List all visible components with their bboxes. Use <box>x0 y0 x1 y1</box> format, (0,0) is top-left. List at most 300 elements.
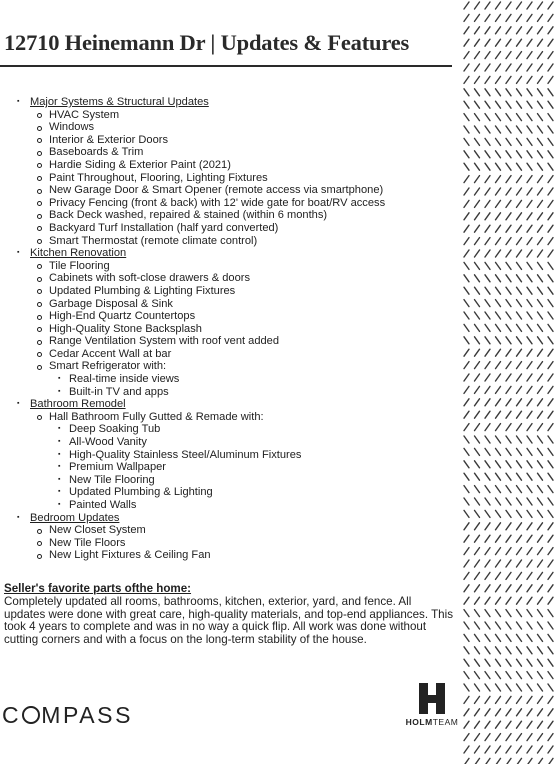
stripe-mark <box>538 287 543 294</box>
stripe-mark <box>527 560 532 567</box>
feature-text: Interior & Exterior Doors <box>49 133 168 146</box>
stripe-mark <box>506 250 511 257</box>
stripe-mark <box>548 734 553 741</box>
stripe-mark <box>464 399 469 406</box>
stripe-mark <box>548 324 553 331</box>
stripe-mark <box>496 101 501 108</box>
stripe-mark <box>548 597 553 604</box>
stripe-mark <box>506 151 511 158</box>
stripe-mark <box>506 14 511 21</box>
stripe-mark <box>464 424 469 431</box>
stripe-mark <box>517 734 522 741</box>
stripe-mark <box>485 101 490 108</box>
stripe-mark <box>527 709 532 716</box>
stripe-mark <box>485 572 490 579</box>
feature-text: Privacy Fencing (front & back) with 12' wide gate for boat/RV access <box>49 196 386 209</box>
feature-text: Updated Plumbing & Lighting Fixtures <box>49 284 236 297</box>
stripe-mark <box>517 188 522 195</box>
stripe-mark <box>517 572 522 579</box>
stripe-mark <box>548 300 553 307</box>
stripe-mark <box>485 163 490 170</box>
stripe-mark <box>548 486 553 493</box>
stripe-mark <box>527 386 532 393</box>
stripe-mark <box>527 89 532 96</box>
stripe-mark <box>527 76 532 83</box>
stripe-mark <box>475 411 480 418</box>
feature-text: Hall Bathroom Fully Gutted & Remade with: <box>49 410 264 423</box>
stripe-mark <box>464 349 469 356</box>
stripe-mark <box>506 386 511 393</box>
stripe-mark <box>475 27 480 34</box>
stripe-mark <box>464 572 469 579</box>
stripe-mark <box>527 535 532 542</box>
feature-text: New Garage Door & Smart Opener (remote access via smartphone) <box>49 184 384 197</box>
stripe-mark <box>496 734 501 741</box>
stripe-mark <box>475 721 480 728</box>
stripe-mark <box>517 424 522 431</box>
stripe-mark <box>527 324 532 331</box>
stripe-mark <box>485 535 490 542</box>
stripe-mark <box>496 548 501 555</box>
stripe-mark <box>475 225 480 232</box>
stripe-mark <box>464 213 469 220</box>
page-title: 12710 Heinemann Dr | Updates & Features <box>4 30 410 55</box>
stripe-mark <box>475 696 480 703</box>
stripe-mark <box>548 572 553 579</box>
stripe-mark <box>506 262 511 269</box>
stripe-mark <box>475 424 480 431</box>
stripe-mark <box>517 101 522 108</box>
stripe-mark <box>475 634 480 641</box>
stripe-mark <box>475 188 480 195</box>
feature-item <box>32 360 452 398</box>
stripe-mark <box>475 349 480 356</box>
stripe-mark <box>464 39 469 46</box>
stripe-mark <box>464 362 469 369</box>
stripe-mark <box>464 225 469 232</box>
stripe-mark <box>517 2 522 9</box>
stripe-mark <box>485 659 490 666</box>
stripe-mark <box>506 634 511 641</box>
stripe-mark <box>496 610 501 617</box>
stripe-mark <box>464 498 469 505</box>
stripe-mark <box>527 510 532 517</box>
stripe-mark <box>548 374 553 381</box>
stripe-mark <box>485 52 490 59</box>
stripe-mark <box>517 14 522 21</box>
stripe-mark <box>496 523 501 530</box>
stripe-mark <box>517 337 522 344</box>
stripe-mark <box>475 746 480 753</box>
sub-feature-item: ▪ Premium Wallpaper <box>54 461 452 474</box>
stripe-mark <box>485 560 490 567</box>
feature-text: Range Ventilation System with roof vent added <box>49 335 280 348</box>
stripe-mark <box>538 473 543 480</box>
stripe-mark <box>538 523 543 530</box>
stripe-mark <box>496 163 501 170</box>
stripe-mark <box>496 188 501 195</box>
stripe-mark <box>527 659 532 666</box>
feature-item <box>32 310 452 323</box>
stripe-mark <box>517 52 522 59</box>
stripe-mark <box>527 151 532 158</box>
stripe-mark <box>475 163 480 170</box>
stripe-mark <box>538 486 543 493</box>
stripe-mark <box>527 312 532 319</box>
stripe-mark <box>517 238 522 245</box>
stripe-mark <box>475 610 480 617</box>
stripe-mark <box>538 610 543 617</box>
stripe-mark <box>517 126 522 133</box>
sub-feature-item: ▪ Built-in TV and apps <box>54 386 452 399</box>
stripe-mark <box>506 696 511 703</box>
stripe-mark <box>475 52 480 59</box>
stripe-mark <box>538 510 543 517</box>
stripe-mark <box>475 312 480 319</box>
stripe-mark <box>527 572 532 579</box>
stripe-mark <box>475 386 480 393</box>
stripe-mark <box>517 349 522 356</box>
stripe-mark <box>548 188 553 195</box>
stripe-mark <box>517 758 522 764</box>
stripe-mark <box>517 163 522 170</box>
stripe-mark <box>538 101 543 108</box>
stripe-mark <box>485 709 490 716</box>
stripe-mark <box>548 362 553 369</box>
stripe-mark <box>464 411 469 418</box>
stripe-mark <box>527 2 532 9</box>
stripe-mark <box>475 176 480 183</box>
feature-text: Baseboards & Trim <box>49 146 144 159</box>
stripe-mark <box>538 300 543 307</box>
stripe-mark <box>538 597 543 604</box>
stripe-mark <box>506 684 511 691</box>
stripe-mark <box>496 684 501 691</box>
stripe-mark <box>517 746 522 753</box>
stripe-mark <box>517 647 522 654</box>
stripe-mark <box>538 659 543 666</box>
stripe-mark <box>496 324 501 331</box>
stripe-mark <box>517 585 522 592</box>
stripe-mark <box>485 610 490 617</box>
stripe-mark <box>527 473 532 480</box>
holm-team-light: TEAM <box>432 717 459 727</box>
feature-item <box>32 121 452 134</box>
stripe-mark <box>548 548 553 555</box>
stripe-mark <box>485 213 490 220</box>
sub-feature-item: ▪ Painted Walls <box>54 499 452 512</box>
stripe-mark <box>548 721 553 728</box>
stripe-mark <box>464 461 469 468</box>
stripe-mark <box>548 200 553 207</box>
stripe-mark <box>496 200 501 207</box>
stripe-mark <box>548 126 553 133</box>
stripe-mark <box>538 76 543 83</box>
stripe-mark <box>496 672 501 679</box>
stripe-mark <box>496 746 501 753</box>
stripe-mark <box>506 176 511 183</box>
feature-text: Smart Refrigerator with: <box>49 360 167 373</box>
stripe-mark <box>485 672 490 679</box>
stripe-mark <box>506 424 511 431</box>
stripe-mark <box>464 386 469 393</box>
feature-item <box>32 222 452 235</box>
stripe-mark <box>506 27 511 34</box>
stripe-mark <box>527 300 532 307</box>
stripe-mark <box>485 448 490 455</box>
stripe-mark <box>517 535 522 542</box>
stripe-mark <box>496 473 501 480</box>
stripe-mark <box>496 76 501 83</box>
stripe-mark <box>517 709 522 716</box>
stripe-mark <box>548 560 553 567</box>
stripe-mark <box>475 337 480 344</box>
stripe-mark <box>464 634 469 641</box>
stripe-mark <box>485 151 490 158</box>
stripe-mark <box>464 89 469 96</box>
stripe-mark <box>527 188 532 195</box>
stripe-mark <box>538 262 543 269</box>
stripe-mark <box>464 151 469 158</box>
stripe-mark <box>464 647 469 654</box>
stripe-mark <box>485 758 490 764</box>
diagonal-stripe-pattern <box>462 0 557 764</box>
stripe-mark <box>496 659 501 666</box>
stripe-mark <box>506 64 511 71</box>
feature-item <box>32 285 452 298</box>
stripe-mark <box>538 746 543 753</box>
stripe-mark <box>548 163 553 170</box>
stripe-mark <box>464 672 469 679</box>
stripe-mark <box>527 585 532 592</box>
stripe-mark <box>517 461 522 468</box>
stripe-mark <box>527 126 532 133</box>
stripe-mark <box>475 572 480 579</box>
stripe-mark <box>464 324 469 331</box>
stripe-mark <box>538 200 543 207</box>
stripe-mark <box>496 436 501 443</box>
stripe-mark <box>496 709 501 716</box>
stripe-mark <box>475 101 480 108</box>
stripe-mark <box>506 399 511 406</box>
stripe-mark <box>464 114 469 121</box>
stripe-mark <box>527 275 532 282</box>
stripe-mark <box>496 337 501 344</box>
stripe-mark <box>517 64 522 71</box>
stripe-mark <box>527 411 532 418</box>
stripe-mark <box>485 89 490 96</box>
stripe-mark <box>517 498 522 505</box>
stripe-mark <box>475 560 480 567</box>
stripe-mark <box>538 163 543 170</box>
stripe-mark <box>517 659 522 666</box>
favorite-parts <box>4 583 454 647</box>
stripe-mark <box>475 14 480 21</box>
stripe-mark <box>517 548 522 555</box>
stripe-mark <box>548 337 553 344</box>
stripe-mark <box>538 399 543 406</box>
stripe-mark <box>538 448 543 455</box>
stripe-mark <box>485 64 490 71</box>
stripe-mark <box>538 2 543 9</box>
stripe-mark <box>548 448 553 455</box>
stripe-mark <box>496 696 501 703</box>
stripe-mark <box>527 337 532 344</box>
stripe-mark <box>527 262 532 269</box>
stripe-mark <box>548 89 553 96</box>
feature-item <box>32 197 452 210</box>
stripe-mark <box>517 386 522 393</box>
stripe-mark <box>464 548 469 555</box>
stripe-mark <box>527 399 532 406</box>
feature-text: High-Quality Stone Backsplash <box>49 322 202 335</box>
stripe-mark <box>464 238 469 245</box>
stripe-mark <box>527 287 532 294</box>
stripe-mark <box>527 176 532 183</box>
feature-item <box>32 537 452 550</box>
stripe-mark <box>517 250 522 257</box>
stripe-mark <box>464 597 469 604</box>
feature-item <box>32 159 452 172</box>
stripe-mark <box>475 734 480 741</box>
feature-item <box>32 184 452 197</box>
stripe-mark <box>527 647 532 654</box>
stripe-mark <box>475 76 480 83</box>
stripe-mark <box>527 52 532 59</box>
stripe-mark <box>475 486 480 493</box>
stripe-mark <box>517 510 522 517</box>
stripe-mark <box>475 498 480 505</box>
stripe-mark <box>464 535 469 542</box>
stripe-mark <box>527 114 532 121</box>
stripe-mark <box>517 39 522 46</box>
stripe-mark <box>548 672 553 679</box>
feature-text: HVAC System <box>49 108 120 121</box>
stripe-mark <box>527 225 532 232</box>
stripe-mark <box>548 287 553 294</box>
stripe-mark <box>517 597 522 604</box>
stripe-mark <box>548 461 553 468</box>
stripe-mark <box>517 610 522 617</box>
stripe-mark <box>527 200 532 207</box>
stripe-mark <box>485 399 490 406</box>
section-heading: Bathroom Remodel <box>30 398 126 411</box>
stripe-mark <box>548 498 553 505</box>
stripe-mark <box>475 758 480 764</box>
feature-item <box>32 172 452 185</box>
stripe-mark <box>538 213 543 220</box>
stripe-mark <box>517 362 522 369</box>
stripe-mark <box>496 572 501 579</box>
stripe-mark <box>548 76 553 83</box>
stripe-mark <box>538 39 543 46</box>
stripe-mark <box>496 312 501 319</box>
stripe-mark <box>496 238 501 245</box>
stripe-mark <box>538 560 543 567</box>
stripe-mark <box>485 436 490 443</box>
stripe-mark <box>538 238 543 245</box>
stripe-mark <box>485 275 490 282</box>
stripe-mark <box>496 634 501 641</box>
stripe-mark <box>527 374 532 381</box>
stripe-mark <box>506 473 511 480</box>
stripe-mark <box>475 622 480 629</box>
stripe-mark <box>485 473 490 480</box>
feature-text: Garbage Disposal & Sink <box>49 297 173 310</box>
stripe-mark <box>496 213 501 220</box>
stripe-mark <box>464 448 469 455</box>
stripe-mark <box>464 200 469 207</box>
feature-item <box>32 323 452 336</box>
stripe-mark <box>527 163 532 170</box>
feature-text: New Tile Floors <box>49 536 126 549</box>
stripe-mark <box>475 461 480 468</box>
stripe-mark <box>527 597 532 604</box>
stripe-mark <box>485 312 490 319</box>
stripe-mark <box>517 374 522 381</box>
stripe-mark <box>475 138 480 145</box>
stripe-mark <box>485 424 490 431</box>
stripe-mark <box>548 349 553 356</box>
stripe-mark <box>485 647 490 654</box>
stripe-mark <box>496 721 501 728</box>
stripe-mark <box>506 436 511 443</box>
feature-item <box>32 260 452 273</box>
feature-item <box>32 235 452 248</box>
stripe-mark <box>506 597 511 604</box>
stripe-mark <box>517 696 522 703</box>
holm-team-logo <box>404 683 460 727</box>
stripe-mark <box>527 634 532 641</box>
title-divider <box>0 65 452 67</box>
sub-feature-item: ▪ High-Quality Stainless Steel/Aluminum Fixtures <box>54 449 452 462</box>
stripe-mark <box>548 27 553 34</box>
stripe-mark <box>517 138 522 145</box>
stripe-mark <box>485 2 490 9</box>
stripe-mark <box>548 138 553 145</box>
stripe-mark <box>496 2 501 9</box>
stripe-mark <box>496 300 501 307</box>
holm-mark-icon <box>419 683 445 714</box>
feature-text: Back Deck washed, repaired & stained (within 6 months) <box>49 209 328 222</box>
stripe-mark <box>548 523 553 530</box>
stripe-mark <box>485 126 490 133</box>
stripe-mark <box>506 300 511 307</box>
stripe-mark <box>506 548 511 555</box>
stripe-mark <box>496 151 501 158</box>
stripe-mark <box>538 672 543 679</box>
stripe-mark <box>496 64 501 71</box>
sub-feature-item: ▪ Updated Plumbing & Lighting <box>54 486 452 499</box>
stripe-mark <box>538 337 543 344</box>
stripe-mark <box>527 610 532 617</box>
stripe-mark <box>538 535 543 542</box>
stripe-mark <box>527 27 532 34</box>
stripe-mark <box>527 138 532 145</box>
stripe-mark <box>506 138 511 145</box>
stripe-mark <box>496 510 501 517</box>
stripe-mark <box>548 746 553 753</box>
stripe-mark <box>485 138 490 145</box>
stripe-mark <box>464 684 469 691</box>
stripe-mark <box>485 498 490 505</box>
stripe-mark <box>527 362 532 369</box>
stripe-mark <box>496 386 501 393</box>
stripe-mark <box>475 684 480 691</box>
stripe-mark <box>475 39 480 46</box>
stripe-mark <box>475 672 480 679</box>
stripe-mark <box>475 362 480 369</box>
